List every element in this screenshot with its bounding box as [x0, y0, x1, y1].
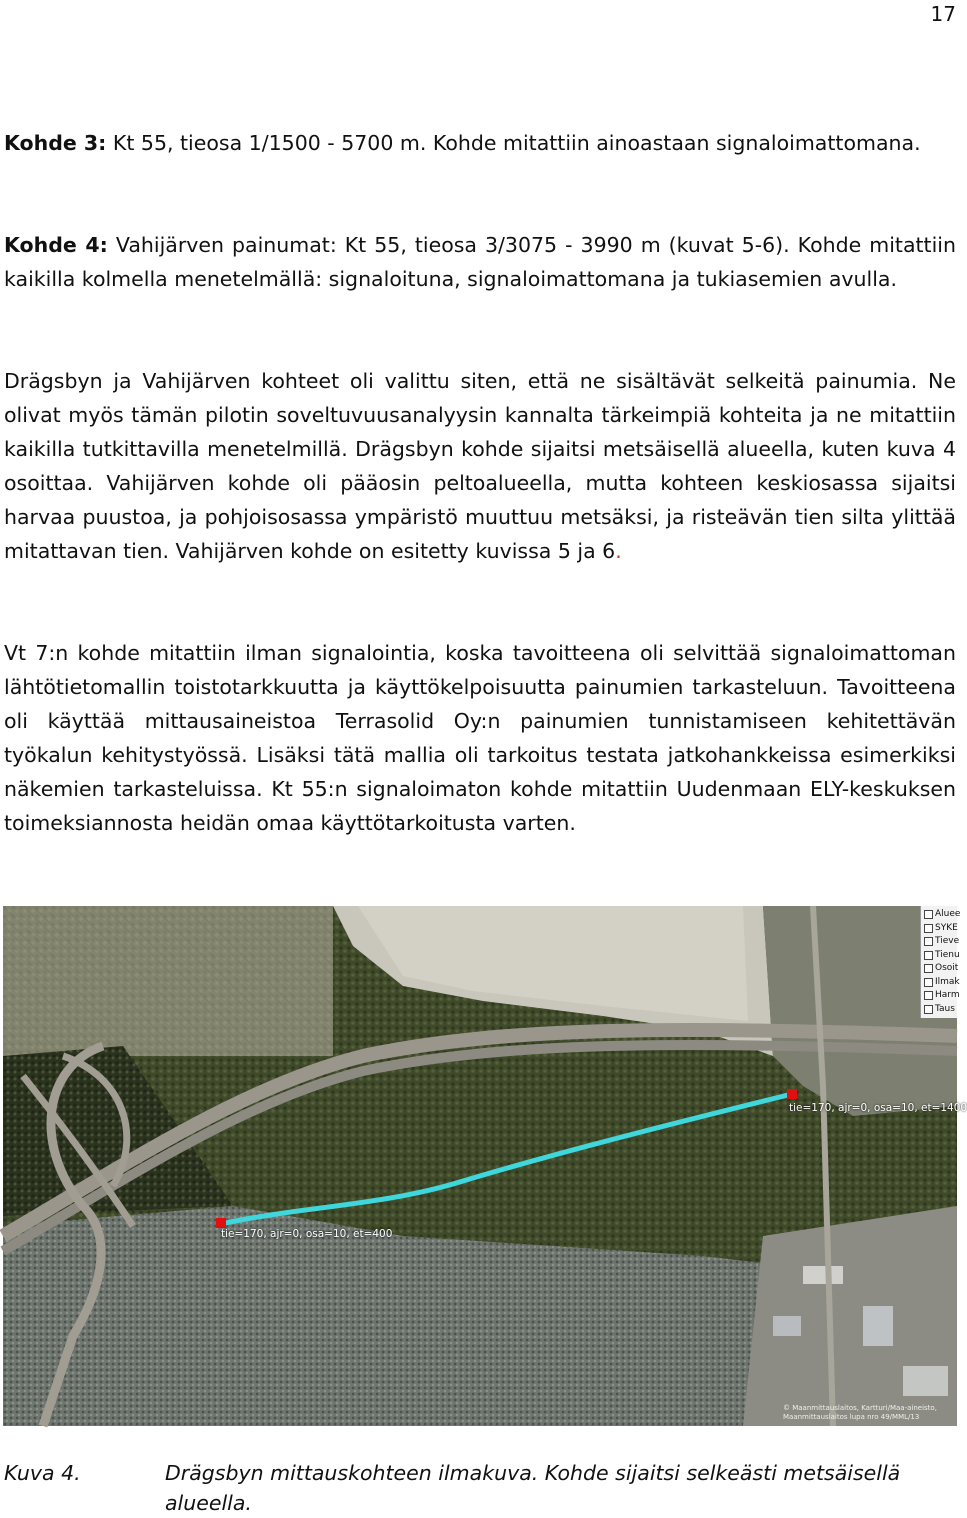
legend-item[interactable]: SYKE: [921, 922, 957, 936]
checkbox-icon[interactable]: [924, 937, 933, 946]
legend-item[interactable]: Osoit: [921, 962, 957, 976]
caption-text: Drägsbyn mittauskohteen ilmakuva. Kohde sijaitsi selkeästi metsäisellä alueella.: [165, 1461, 901, 1515]
paragraph-label: Kohde 4:: [4, 233, 108, 257]
paragraph-kohde-3: [4, 126, 956, 160]
route-end-marker: [787, 1089, 797, 1099]
caption-label: Kuva 4.: [4, 1461, 81, 1485]
legend-item[interactable]: Taus: [921, 1003, 957, 1017]
legend-item[interactable]: Harm: [921, 989, 957, 1003]
checkbox-icon[interactable]: [924, 924, 933, 933]
map-copyright: © Maanmittauslaitos, Kartturi/Maa-aineisto, Maanmittauslaitos lupa nro 49/MML/13: [783, 1404, 937, 1421]
aerial-map: [3, 906, 967, 1426]
map-layer-legend: [920, 906, 961, 1018]
paragraph-text: Kt 55, tieosa 1/1500 - 5700 m. Kohde mitattiin ainoastaan signaloimattomana.: [106, 131, 921, 155]
paragraph-vt7: [4, 636, 956, 840]
paragraph-text: Vt 7:n kohde mitattiin ilman signalointia, koska tavoitteena oli selvittää signaloimattoman lähtötietomallin toistotarkkuutta ja käyttökelpoisuutta painumien tarkasteluun. Tavoitteena oli käyttää mittausaineistoa Terrasolid Oy:n painumien tunnistamiseen kehitettävän työkalun kehitystyössä. Lisäksi tätä mallia oli tarkoitus testata jatkohankkeissa esimerkiksi näkemien tarkasteluissa. Kt 55:n signaloimaton kohde mitattiin Uudenmaan ELY-keskuksen toimeksiannosta heidän omaa käyttötarkoitusta varten.: [4, 641, 956, 835]
aerial-photo: [3, 906, 957, 1426]
checkbox-icon[interactable]: [924, 910, 933, 919]
legend-item[interactable]: Tienu: [921, 949, 957, 963]
route-end-label: tie=170, ajr=0, osa=10, et=1400: [789, 1102, 967, 1114]
checkbox-icon[interactable]: [924, 1005, 933, 1014]
paragraph-kohde-4: [4, 228, 956, 296]
legend-item[interactable]: Tieve: [921, 935, 957, 949]
checkbox-icon[interactable]: [924, 978, 933, 987]
paragraph-text: Drägsbyn ja Vahijärven kohteet oli valittu siten, että ne sisältävät selkeitä painumia. Ne olivat myös tämän pilotin soveltuvuusanalyysin kannalta tärkeimpiä kohteita ja ne mitattiin kaikilla tutkittavilla menetelmillä. Drägsbyn kohde sijaitsi metsäisellä alueella, kuten kuva 4 osoittaa. Vahijärven kohde oli pääosin peltoalueella, mutta kohteen keskiosassa sijaitsi harvaa puustoa, ja pohjoisosassa ympäristö muuttuu metsäksi, ja risteävän tien silta ylittää mitattavan tien. Vahijärven kohde on esitetty kuvissa 5 ja 6: [4, 369, 956, 563]
paragraph-text: Vahijärven painumat: Kt 55, tieosa 3/3075 - 3990 m (kuvat 5-6). Kohde mitattiin kaikilla kolmella menetelmällä: signaloituna, signaloimattomana ja tukiasemien avulla.: [4, 233, 956, 291]
paragraph-trailing-dot: .: [615, 539, 622, 563]
checkbox-icon[interactable]: [924, 951, 933, 960]
route-start-marker: [216, 1218, 226, 1228]
paragraph-site-selection: [4, 364, 956, 568]
page-number: 17: [930, 2, 956, 26]
legend-item[interactable]: Ilmak: [921, 976, 957, 990]
route-start-label: tie=170, ajr=0, osa=10, et=400: [221, 1228, 393, 1240]
paragraph-label: Kohde 3:: [4, 131, 107, 155]
checkbox-icon[interactable]: [924, 964, 933, 973]
checkbox-icon[interactable]: [924, 991, 933, 1000]
legend-item[interactable]: Aluee: [921, 908, 957, 922]
